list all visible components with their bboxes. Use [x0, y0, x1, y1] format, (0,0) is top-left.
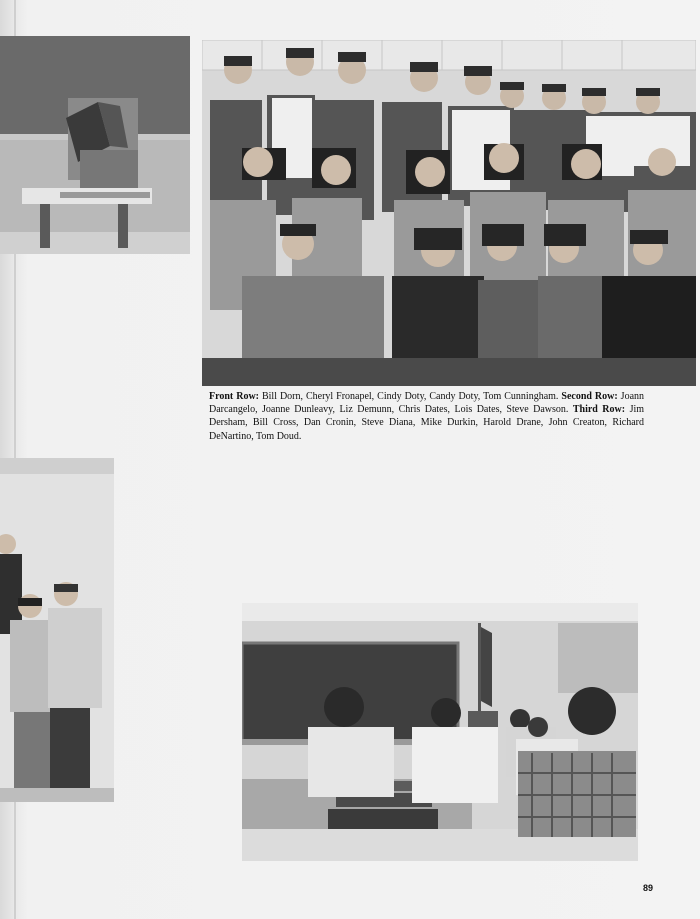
caption-front-row-label: Front Row:	[209, 391, 259, 402]
caption-second-row-label: Second Row:	[561, 391, 618, 402]
photo-students-standing	[0, 458, 114, 802]
caption-front-row-names: Bill Dorn, Cheryl Fronapel, Cindy Doty, Candy Doty, Tom Cunningham.	[261, 391, 559, 402]
caption-second-row-names: Joann Darcangelo, Joanne Dunleavy, Liz Demunn, Chris Dates, Lois Dates, Steve Dawson.	[209, 391, 645, 416]
photo-student-with-book	[0, 36, 190, 254]
caption-third-row-label: Third Row:	[572, 404, 626, 416]
caption-third-row-names: Jim Dersham, Bill Cross, Dan Cronin, Steve Diana, Mike Durkin, Harold Drane, John Creaton, Richard DeNartino, Tom Doud.	[209, 404, 645, 442]
photo-class-group	[202, 40, 696, 386]
photo-classroom	[242, 603, 638, 861]
page-number: 89	[643, 883, 654, 893]
group-photo-caption	[209, 390, 644, 443]
